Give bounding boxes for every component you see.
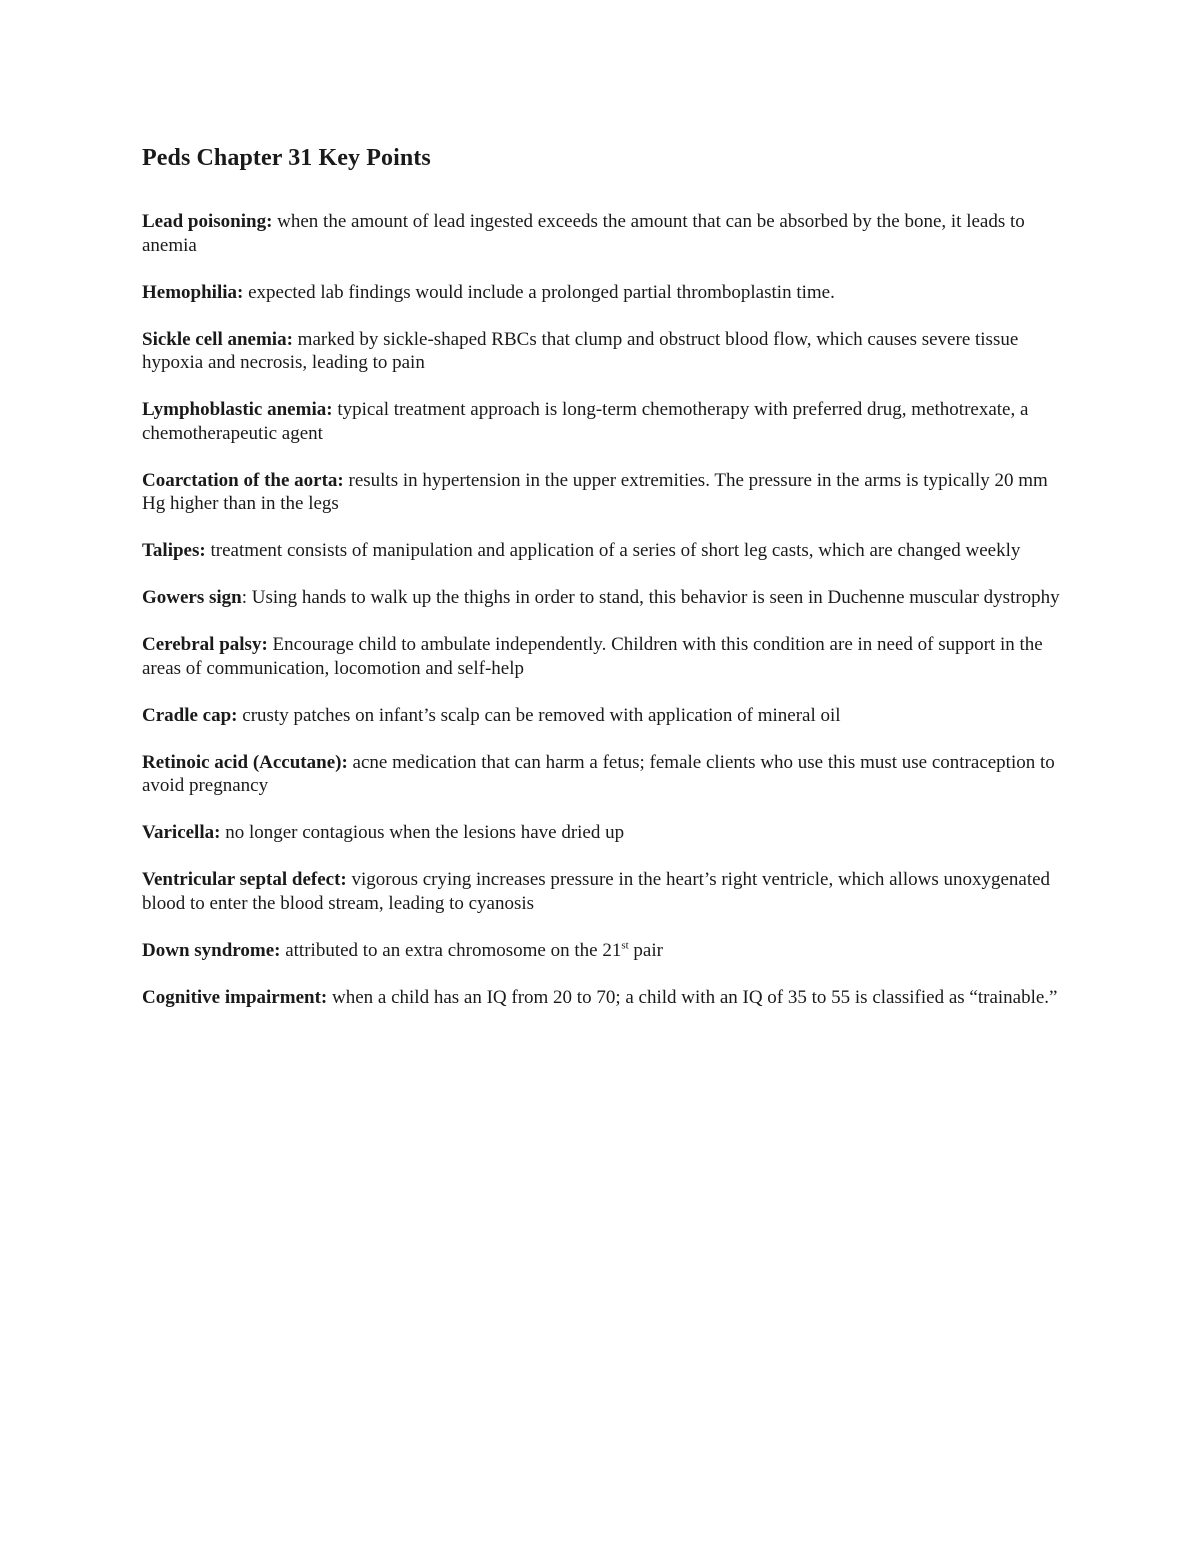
document-title: Peds Chapter 31 Key Points [142, 145, 431, 171]
key-point-hemophilia [142, 281, 1062, 305]
key-point-down-syndrome [142, 939, 1062, 963]
ordinal-superscript: st [621, 939, 629, 952]
key-point-sickle-cell-anemia [142, 328, 1062, 375]
key-point-lymphoblastic-anemia [142, 398, 1062, 445]
term: Down syndrome: [142, 939, 281, 961]
definition: vigorous crying increases pressure in the heart’s right ventricle, which allows unoxygenated blood to enter the blood stream, leading to cyanosis [142, 869, 1051, 914]
term: Cognitive impairment: [142, 986, 328, 1008]
term: Lead poisoning: [142, 211, 273, 232]
key-point-cognitive-impairment [142, 986, 1062, 1010]
term: Gowers sign [142, 587, 242, 608]
key-points-list [142, 210, 1062, 1009]
key-point-cradle-cap [142, 704, 1062, 728]
definition: acne medication that can harm a fetus; female clients who use this must use contraception to avoid pregnancy [142, 751, 1055, 796]
key-point-coarctation-of-aorta [142, 469, 1062, 516]
key-point-lead-poisoning [142, 210, 1062, 257]
term: Sickle cell anemia: [142, 328, 293, 350]
definition: marked by sickle-shaped RBCs that clump and obstruct blood flow, which causes severe tissue hypoxia and necrosis, leading to pain [142, 328, 1019, 373]
document-page [142, 138, 1062, 1033]
definition: : Using hands to walk up the thighs in order to stand, this behavior is seen in Duchenne muscular dystrophy [241, 587, 1060, 608]
definition: when the amount of lead ingested exceeds the amount that can be absorbed by the bone, it leads to anemia [142, 211, 1025, 256]
term: Ventricular septal defect: [142, 869, 347, 890]
definition: when a child has an IQ from 20 to 70; a child with an IQ of 35 to 55 is classified as “trainable.” [327, 986, 1058, 1008]
definition: Encourage child to ambulate independently. Children with this condition are in need of support in the areas of communication, locomotion and self-help [142, 634, 1043, 679]
definition: typical treatment approach is long-term chemotherapy with preferred drug, methotrexate, a chemotherapeutic agent [142, 399, 1029, 444]
key-point-ventricular-septal-defect [142, 868, 1062, 915]
term: Cradle cap: [142, 704, 238, 726]
key-point-talipes [142, 539, 1062, 563]
term: Lymphoblastic anemia: [142, 399, 333, 420]
term: Varicella: [142, 822, 221, 843]
term: Talipes: [142, 540, 206, 561]
key-point-retinoic-acid [142, 751, 1062, 798]
definition: attributed to an extra chromosome on the 21 [280, 939, 622, 961]
term: Coarctation of the aorta: [142, 469, 344, 491]
definition: no longer contagious when the lesions have dried up [220, 822, 625, 843]
definition-continued: pair [628, 939, 663, 961]
key-point-cerebral-palsy [142, 633, 1062, 680]
definition: expected lab findings would include a prolonged partial thromboplastin time. [243, 281, 835, 303]
key-point-varicella [142, 821, 1062, 845]
definition: treatment consists of manipulation and application of a series of short leg casts, which are changed weekly [205, 540, 1021, 561]
term: Retinoic acid (Accutane): [142, 751, 348, 773]
key-point-gowers-sign [142, 586, 1062, 610]
definition: crusty patches on infant’s scalp can be removed with application of mineral oil [237, 704, 841, 726]
term: Hemophilia: [142, 281, 244, 303]
term: Cerebral palsy: [142, 634, 268, 655]
definition: results in hypertension in the upper extremities. The pressure in the arms is typically 20 mm Hg higher than in the legs [142, 469, 1048, 514]
